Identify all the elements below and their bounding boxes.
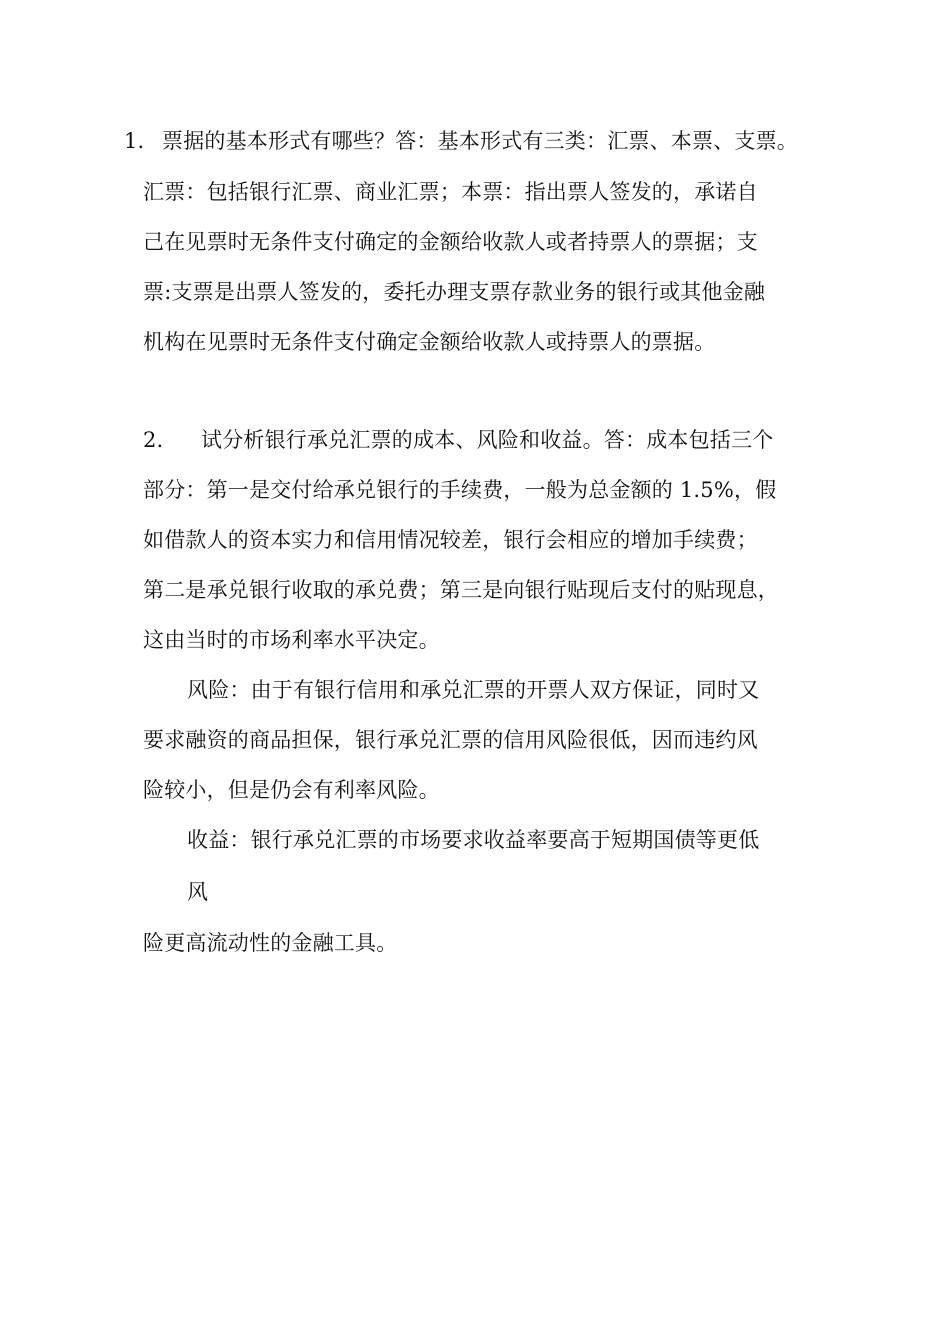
q2-text-1: 试分析银行承兑汇票的成本、风险和收益。答：成本包括三个 [201,428,774,452]
risk-line-3: 险较小，但是仍会有利率风险。 [143,778,440,802]
q2-line-1 [143,427,773,453]
q2-line-5: 这由当时的市场利率水平决定。 [143,628,440,652]
q1-line-4: 票:支票是出票人签发的，委托办理支票存款业务的银行或其他金融 [143,280,766,304]
q1-line-1 [124,128,798,154]
income-line-3: 险更高流动性的金融工具。 [143,931,398,955]
q2-line-3: 如借款人的资本实力和信用情况较差，银行会相应的增加手续费； [143,528,758,552]
q1-line-2: 汇票：包括银行汇票、商业汇票；本票：指出票人签发的，承诺自 [143,180,758,204]
q2-line-4: 第二是承兑银行收取的承兑费；第三是向银行贴现后支付的贴现息， [143,578,779,602]
q1-line-5: 机构在见票时无条件支付确定金额给收款人或持票人的票据。 [143,330,716,354]
q1-line-3: 己在见票时无条件支付确定的金额给收款人或者持票人的票据；支 [143,230,758,254]
q1-number: 1. [124,129,145,153]
risk-line-2: 要求融资的商品担保，银行承兑汇票的信用风险很低，因而违约风 [143,728,758,752]
risk-line-1: 风险：由于有银行信用和承兑汇票的开票人双方保证，同时又 [187,678,760,702]
q1-text-1: 票据的基本形式有哪些？答：基本形式有三类：汇票、本票、支票。 [162,129,798,153]
income-line-1: 收益：银行承兑汇票的市场要求收益率要高于短期国债等更低 [187,828,760,852]
q2-line-2: 部分：第一是交付给承兑银行的手续费，一般为总金额的 1.5%，假 [143,478,777,502]
income-line-2: 风 [187,880,209,904]
q2-number: 2. [143,428,164,452]
